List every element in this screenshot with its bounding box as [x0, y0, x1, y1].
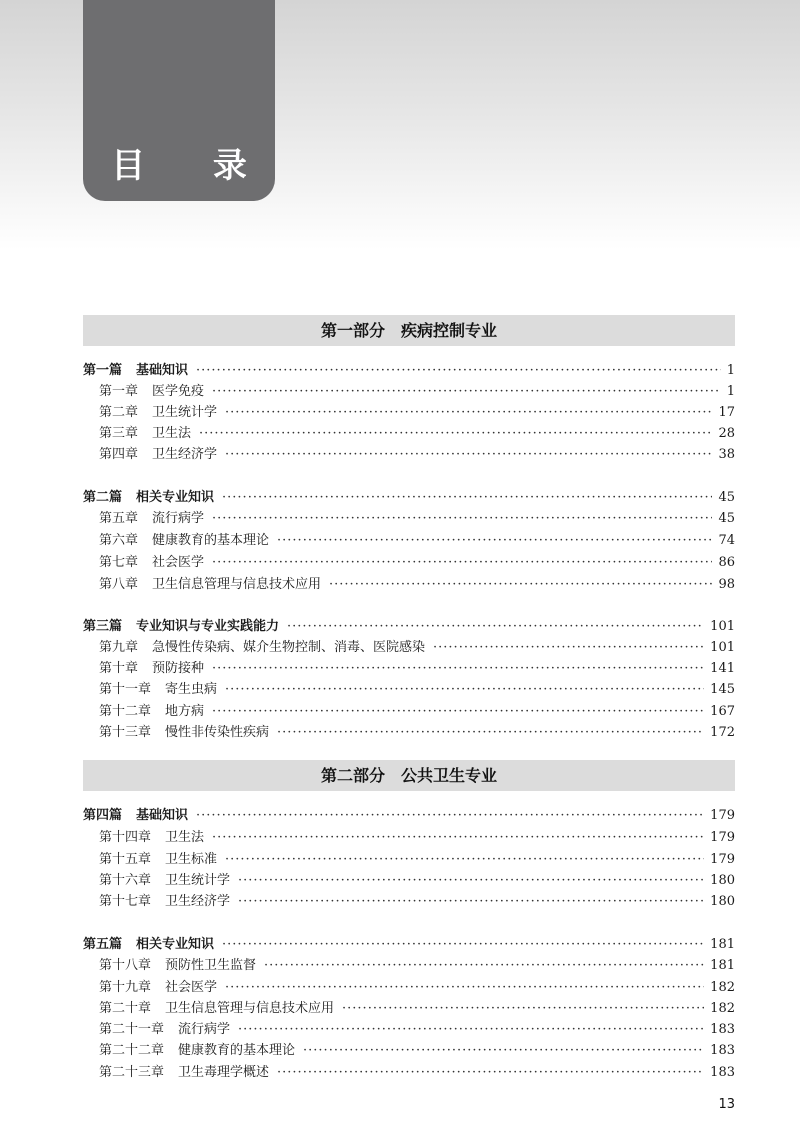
chapter-title: 流行病学 — [152, 511, 205, 526]
page-ref: 182 — [710, 1001, 735, 1016]
page-title: 目 录 — [111, 146, 275, 186]
part-header-2 — [83, 760, 735, 791]
page-ref: 180 — [710, 873, 735, 888]
page-number: 13 — [718, 1097, 735, 1112]
toc-chapter[interactable] — [99, 659, 735, 679]
chapter-number: 第二十一章 — [99, 1022, 165, 1037]
dot-leader — [264, 956, 704, 976]
chapter-title: 卫生法 — [152, 426, 192, 441]
dot-leader — [225, 403, 712, 423]
page-ref: 172 — [710, 725, 735, 740]
chapter-title: 地方病 — [165, 704, 205, 719]
chapter-number: 第十八章 — [99, 958, 152, 973]
dot-leader — [287, 617, 704, 637]
page-ref: 183 — [710, 1065, 735, 1080]
toc-chapter[interactable] — [99, 553, 735, 573]
dot-leader — [212, 553, 712, 573]
chapter-title: 卫生统计学 — [165, 873, 231, 888]
dot-leader — [212, 828, 704, 848]
dot-leader — [277, 1063, 704, 1083]
dot-leader — [225, 680, 704, 700]
page-ref: 182 — [710, 980, 735, 995]
chapter-number: 第十章 — [99, 661, 139, 676]
chapter-number: 第十九章 — [99, 980, 152, 995]
page-ref: 145 — [710, 682, 735, 697]
dot-leader — [196, 806, 704, 826]
page-ref: 181 — [710, 958, 735, 973]
toc-chapter[interactable] — [99, 638, 735, 658]
chapter-title: 健康教育的基本理论 — [152, 533, 270, 548]
page-ref: 141 — [710, 661, 735, 676]
toc-chapter[interactable] — [99, 956, 735, 976]
chapter-number: 第二十三章 — [99, 1065, 165, 1080]
dot-leader — [222, 488, 712, 508]
section-number: 第五篇 — [83, 937, 123, 952]
page-ref: 181 — [710, 937, 735, 952]
toc-section-4[interactable] — [83, 806, 735, 826]
chapter-number: 第十二章 — [99, 704, 152, 719]
toc-chapter[interactable] — [99, 575, 735, 595]
page-ref: 45 — [718, 511, 735, 526]
dot-leader — [212, 702, 704, 722]
dot-leader — [225, 850, 704, 870]
page-ref: 98 — [718, 577, 735, 592]
chapter-number: 第十五章 — [99, 852, 152, 867]
toc-section-5[interactable] — [83, 935, 735, 955]
chapter-number: 第十一章 — [99, 682, 152, 697]
chapter-title: 社会医学 — [152, 555, 205, 570]
section-number: 第二篇 — [83, 490, 123, 505]
chapter-number: 第六章 — [99, 533, 139, 548]
section-title: 专业知识与专业实践能力 — [136, 619, 280, 634]
chapter-title: 卫生信息管理与信息技术应用 — [165, 1001, 335, 1016]
chapter-number: 第五章 — [99, 511, 139, 526]
chapter-number: 第二章 — [99, 405, 139, 420]
chapter-number: 第三章 — [99, 426, 139, 441]
chapter-title: 卫生毒理学概述 — [178, 1065, 270, 1080]
chapter-number: 第一章 — [99, 384, 139, 399]
part-title: 疾病控制专业 — [401, 321, 498, 340]
page-ref: 101 — [710, 619, 735, 634]
chapter-title: 社会医学 — [165, 980, 218, 995]
page-ref: 1 — [726, 363, 735, 378]
chapter-number: 第十四章 — [99, 830, 152, 845]
toc-chapter[interactable] — [99, 382, 735, 402]
page-ref: 86 — [718, 555, 735, 570]
chapter-title: 流行病学 — [178, 1022, 231, 1037]
chapter-title: 卫生标准 — [165, 852, 218, 867]
title-tab — [83, 0, 275, 201]
chapter-number: 第四章 — [99, 447, 139, 462]
section-title: 相关专业知识 — [136, 490, 215, 505]
part-title: 公共卫生专业 — [401, 766, 498, 785]
chapter-title: 卫生法 — [165, 830, 205, 845]
page-ref: 180 — [710, 894, 735, 909]
dot-leader — [225, 445, 712, 465]
chapter-title: 寄生虫病 — [165, 682, 218, 697]
dot-leader — [212, 509, 712, 529]
dot-leader — [222, 935, 704, 955]
chapter-number: 第十三章 — [99, 725, 152, 740]
toc-chapter[interactable] — [99, 871, 735, 891]
chapter-number: 第十六章 — [99, 873, 152, 888]
page-ref: 74 — [718, 533, 735, 548]
toc-chapter[interactable] — [99, 723, 735, 743]
section-number: 第四篇 — [83, 808, 123, 823]
dot-leader — [277, 531, 712, 551]
toc-chapter[interactable] — [99, 424, 735, 444]
chapter-title: 卫生经济学 — [152, 447, 218, 462]
dot-leader — [225, 978, 704, 998]
chapter-title: 预防接种 — [152, 661, 205, 676]
dot-leader — [238, 892, 704, 912]
part-number: 第一部分 — [320, 321, 385, 340]
part-header-1 — [83, 315, 735, 346]
section-title: 基础知识 — [136, 363, 189, 378]
chapter-title: 医学免疫 — [152, 384, 205, 399]
dot-leader — [342, 999, 704, 1019]
chapter-number: 第二十二章 — [99, 1043, 165, 1058]
toc-chapter[interactable] — [99, 1063, 735, 1083]
dot-leader — [329, 575, 712, 595]
section-number: 第三篇 — [83, 619, 123, 634]
page-ref: 38 — [718, 447, 735, 462]
toc-chapter[interactable] — [99, 445, 735, 465]
toc-chapter[interactable] — [99, 702, 735, 722]
dot-leader — [433, 638, 704, 658]
dot-leader — [303, 1041, 704, 1061]
page-ref: 1 — [726, 384, 735, 399]
page-ref: 179 — [710, 852, 735, 867]
dot-leader — [196, 361, 721, 381]
page-ref: 28 — [718, 426, 735, 441]
toc-chapter[interactable] — [99, 531, 735, 551]
chapter-title: 卫生信息管理与信息技术应用 — [152, 577, 322, 592]
section-title: 基础知识 — [136, 808, 189, 823]
dot-leader — [277, 723, 704, 743]
page-ref: 167 — [710, 704, 735, 719]
toc-section-1[interactable] — [83, 361, 735, 381]
page-ref: 17 — [718, 405, 735, 420]
toc-chapter[interactable] — [99, 509, 735, 529]
page-ref: 183 — [710, 1043, 735, 1058]
toc-chapter[interactable] — [99, 850, 735, 870]
section-title: 相关专业知识 — [136, 937, 215, 952]
page-ref: 179 — [710, 808, 735, 823]
toc-chapter[interactable] — [99, 999, 735, 1019]
chapter-number: 第七章 — [99, 555, 139, 570]
chapter-number: 第八章 — [99, 577, 139, 592]
chapter-title: 预防性卫生监督 — [165, 958, 257, 973]
chapter-number: 第九章 — [99, 640, 139, 655]
dot-leader — [199, 424, 712, 444]
section-number: 第一篇 — [83, 363, 123, 378]
toc-chapter[interactable] — [99, 892, 735, 912]
page-ref: 101 — [710, 640, 735, 655]
toc-chapter[interactable] — [99, 680, 735, 700]
part-number: 第二部分 — [320, 766, 385, 785]
dot-leader — [212, 382, 721, 402]
page-ref: 45 — [718, 490, 735, 505]
chapter-title: 急慢性传染病、媒介生物控制、消毒、医院感染 — [152, 640, 426, 655]
dot-leader — [238, 871, 704, 891]
toc-chapter[interactable] — [99, 1041, 735, 1061]
chapter-title: 卫生统计学 — [152, 405, 218, 420]
dot-leader — [238, 1020, 704, 1040]
page-ref: 179 — [710, 830, 735, 845]
toc-chapter[interactable] — [99, 828, 735, 848]
chapter-number: 第十七章 — [99, 894, 152, 909]
page-ref: 183 — [710, 1022, 735, 1037]
chapter-title: 健康教育的基本理论 — [178, 1043, 296, 1058]
chapter-title: 卫生经济学 — [165, 894, 231, 909]
toc-section-2[interactable] — [83, 488, 735, 508]
toc-chapter[interactable] — [99, 1020, 735, 1040]
dot-leader — [212, 659, 704, 679]
chapter-title: 慢性非传染性疾病 — [165, 725, 270, 740]
toc-chapter[interactable] — [99, 403, 735, 423]
chapter-number: 第二十章 — [99, 1001, 152, 1016]
toc-chapter[interactable] — [99, 978, 735, 998]
toc-section-3[interactable] — [83, 617, 735, 637]
